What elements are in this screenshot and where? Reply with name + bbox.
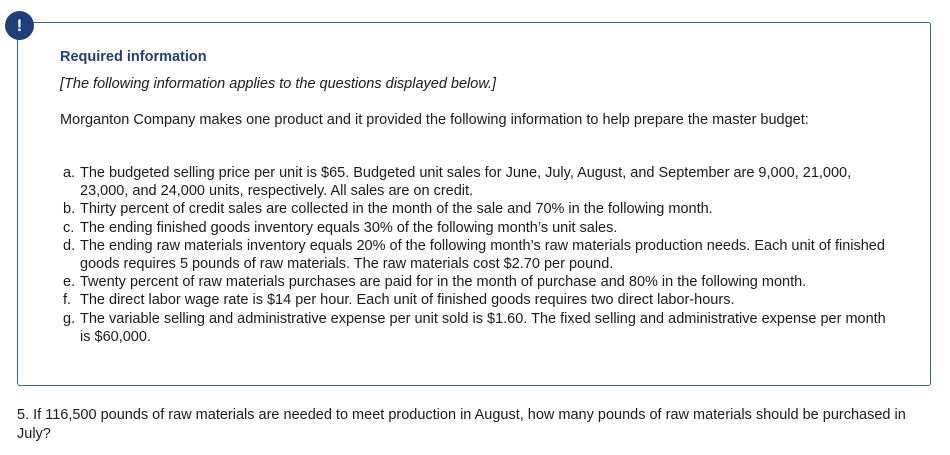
list-item — [60, 200, 890, 218]
list-item-text: The budgeted selling price per unit is $65. Budgeted unit sales for June, July, August, and September are 9,000, 21,000, 23,000, and 24,000 units, respectively. All sales are on credit. — [80, 165, 852, 200]
list-item-marker: e. — [63, 274, 76, 291]
list-item — [60, 237, 890, 273]
list-item-marker: c. — [63, 219, 75, 236]
list-item-marker: a. — [63, 165, 76, 181]
info-note: [The following information applies to the questions displayed below.] — [60, 76, 497, 92]
list-item-text: The ending raw materials inventory equals 20% of the following month’s raw materials production needs. Each unit of finished goods requires 5 pounds of raw materials. The raw materials cost $2.70 per pound. — [80, 237, 885, 273]
list-item-text: The variable selling and administrative expense per unit sold is $1.60. The fixed selling and administrative expense per month is $60,000. — [80, 310, 886, 345]
list-item-text: Thirty percent of credit sales are collected in the month of the sale and 70% in the following month. — [80, 201, 713, 218]
list-item-marker: g. — [63, 310, 76, 327]
info-list — [60, 164, 890, 346]
required-information-box — [17, 22, 931, 386]
list-item — [60, 291, 890, 309]
info-intro: Morganton Company makes one product and it provided the following information to help prepare the master budget: — [60, 112, 809, 128]
list-item — [60, 164, 890, 200]
list-item — [60, 219, 890, 237]
list-item-marker: b. — [63, 201, 76, 218]
question-text: 5. If 116,500 pounds of raw materials are needed to meet production in August, how many pounds of raw materials should be purchased in July? — [17, 407, 906, 442]
list-item-text: The ending finished goods inventory equals 30% of the following month’s unit sales. — [80, 219, 618, 236]
list-item-marker: f. — [63, 292, 72, 309]
list-item-text: Twenty percent of raw materials purchases are paid for in the month of purchase and 80% in the following month. — [80, 274, 807, 291]
list-item — [60, 310, 890, 346]
list-item-marker: d. — [63, 237, 76, 254]
alert-icon — [5, 11, 34, 40]
alert-icon-glyph: ! — [16, 16, 23, 35]
info-title: Required information — [60, 49, 207, 65]
list-item — [60, 273, 890, 291]
list-item-text: The direct labor wage rate is $14 per hour. Each unit of finished goods requires two direct labor-hours. — [80, 292, 735, 309]
